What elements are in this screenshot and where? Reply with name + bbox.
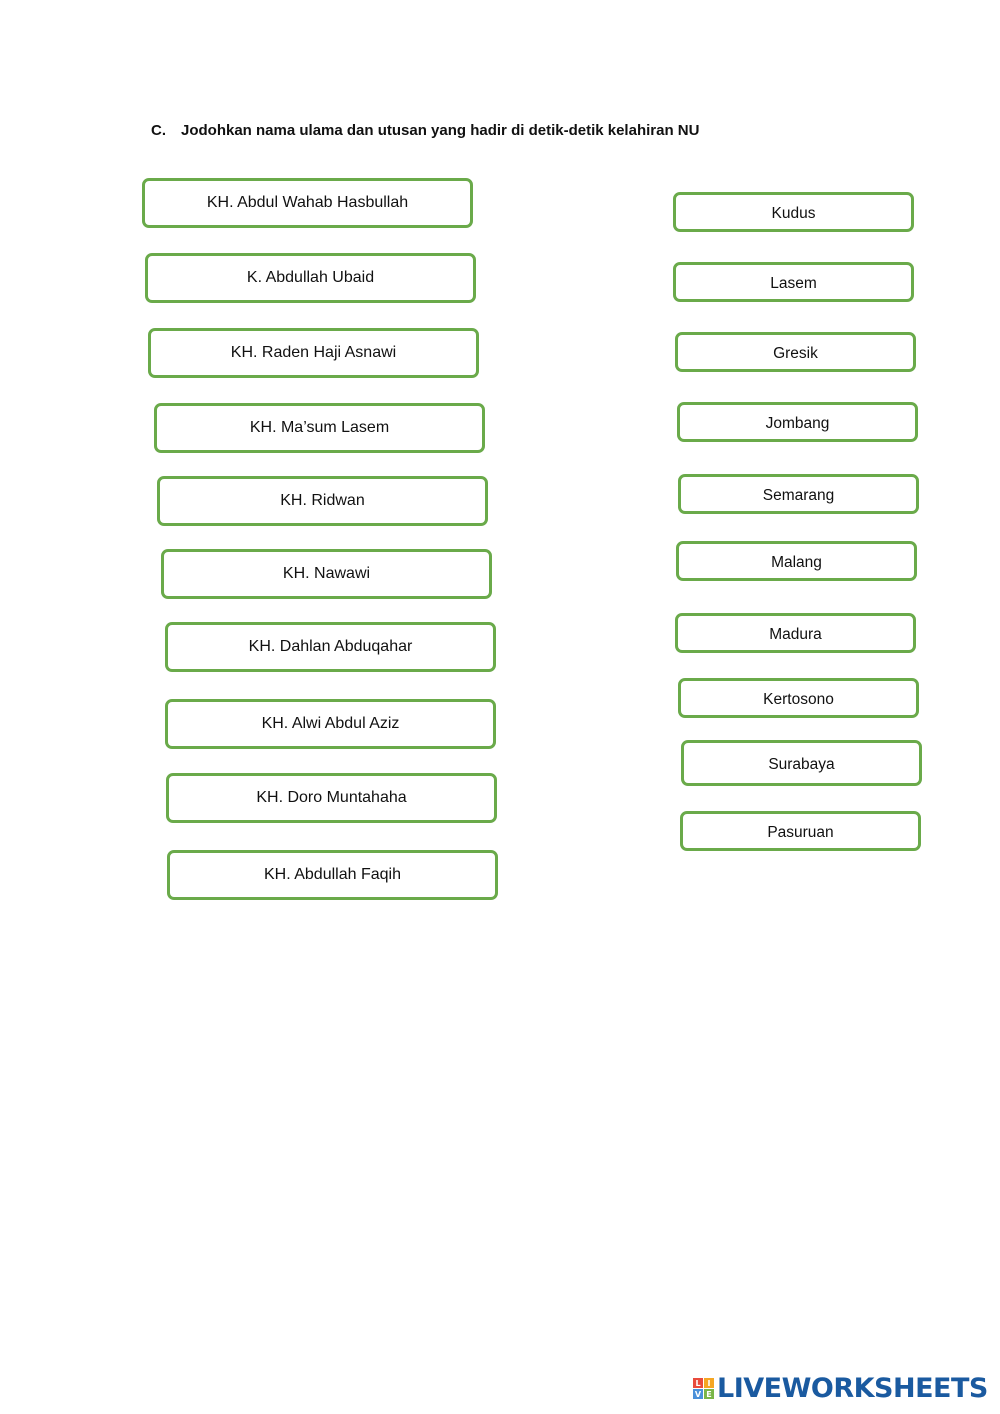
place-label: Pasuruan — [767, 824, 834, 841]
name-box-5[interactable] — [157, 476, 488, 526]
liveworksheets-logo[interactable] — [693, 1373, 988, 1404]
place-box-6[interactable] — [676, 541, 917, 581]
place-label: Malang — [771, 554, 822, 571]
place-label: Surabaya — [768, 756, 835, 773]
place-box-1[interactable] — [673, 192, 914, 232]
name-box-9[interactable] — [166, 773, 497, 823]
logo-letter: V — [694, 1389, 702, 1399]
place-box-7[interactable] — [675, 613, 916, 653]
name-label: KH. Nawawi — [282, 565, 371, 582]
brand-text: LIVEWORKSHEETS — [717, 1373, 988, 1404]
name-label: KH. Ridwan — [280, 492, 365, 509]
place-box-8[interactable] — [678, 678, 919, 718]
place-box-5[interactable] — [678, 474, 919, 514]
place-box-3[interactable] — [675, 332, 916, 372]
name-box-8[interactable] — [165, 699, 496, 749]
place-label: Jombang — [765, 415, 830, 432]
name-label: KH. Abdullah Faqih — [264, 866, 401, 883]
place-box-2[interactable] — [673, 262, 914, 302]
place-label: Madura — [769, 626, 822, 643]
name-box-10[interactable] — [167, 850, 498, 900]
place-box-9[interactable] — [681, 740, 922, 786]
logo-letter: L — [693, 1378, 703, 1388]
name-label: K. Abdullah Ubaid — [246, 269, 375, 286]
place-label: Gresik — [773, 345, 818, 362]
logo-icon — [693, 1378, 714, 1399]
name-box-2[interactable] — [145, 253, 476, 303]
name-label: KH. Abdul Wahab Hasbullah — [206, 194, 409, 211]
name-label: KH. Ma’sum Lasem — [249, 419, 390, 436]
name-box-1[interactable] — [142, 178, 473, 228]
logo-letter: E — [704, 1389, 714, 1399]
name-box-4[interactable] — [154, 403, 485, 453]
question-text: Jodohkan nama ulama dan utusan yang hadir di detik-detik kelahiran NU — [181, 122, 700, 139]
name-label: KH. Dahlan Abduqahar — [248, 638, 413, 655]
question-heading — [151, 122, 699, 139]
place-box-10[interactable] — [680, 811, 921, 851]
name-label: KH. Raden Haji Asnawi — [230, 344, 397, 361]
name-box-3[interactable] — [148, 328, 479, 378]
name-label: KH. Doro Muntahaha — [256, 789, 407, 806]
name-box-6[interactable] — [161, 549, 492, 599]
name-label: KH. Alwi Abdul Aziz — [261, 715, 400, 732]
logo-letter: I — [704, 1378, 714, 1388]
place-label: Lasem — [770, 275, 817, 292]
question-letter: C. — [151, 122, 166, 139]
name-box-7[interactable] — [165, 622, 496, 672]
place-box-4[interactable] — [677, 402, 918, 442]
place-label: Kudus — [771, 205, 816, 222]
place-label: Semarang — [762, 487, 835, 504]
place-label: Kertosono — [763, 691, 834, 708]
